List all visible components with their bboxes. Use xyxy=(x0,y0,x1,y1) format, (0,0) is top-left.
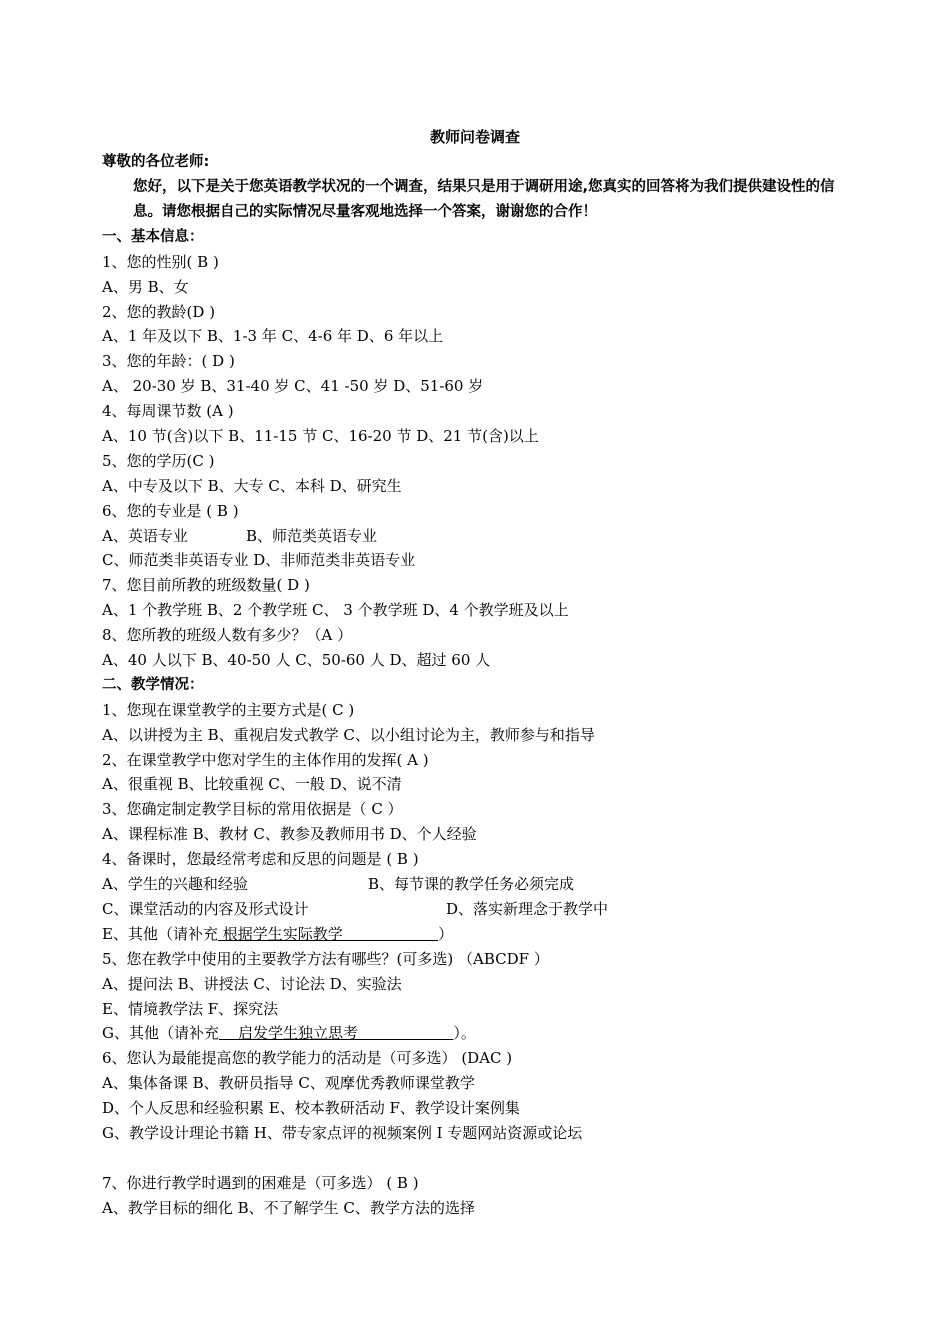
s2-question-4-option-e xyxy=(102,922,862,947)
question-1-options: A、男 B、女 xyxy=(102,277,189,296)
question-6-options-2: C、师范类非英语专业 D、非师范类非英语专业 xyxy=(102,551,416,570)
question-1: 1、您的性别( B ) xyxy=(102,252,219,271)
question-8-options: A、40 人以下 B、40-50 人 C、50-60 人 D、超过 60 人 xyxy=(102,651,491,670)
fill-in-answer: 启发学生独立思考 xyxy=(218,1024,454,1043)
question-3-options: A、 20-30 岁 B、31-40 岁 C、41 -50 岁 D、51-60 岁 xyxy=(102,377,484,396)
greeting: 尊敬的各位老师: xyxy=(102,154,210,170)
option-text: B、每节课的教学任务必须完成 xyxy=(368,875,575,894)
s2-question-4-options-ab xyxy=(102,872,862,897)
section-basic-info: 一、基本信息： xyxy=(102,228,204,245)
intro-paragraph: 您好，以下是关于您英语教学状况的一个调查，结果只是用于调研用途,您真实的回答将为我们提供建设性的信息。请您根据自己的实际情况尽量客观地选择一个答案，谢谢您的合作！ xyxy=(133,178,835,220)
option-text: ） xyxy=(438,924,454,943)
s2-question-7: 7、你进行教学时遇到的困难是（可多选） ( B ) xyxy=(102,1173,419,1192)
question-5: 5、您的学历(C ) xyxy=(102,451,215,470)
s2-question-1-options: A、以讲授为主 B、重视启发式教学 C、以小组讨论为主，教师参与和指导 xyxy=(102,725,595,744)
s2-question-2-options: A、很重视 B、比较重视 C、一般 D、说不清 xyxy=(102,775,402,794)
question-6-options xyxy=(102,524,862,549)
blank-line xyxy=(102,1146,862,1171)
document-title: 教师问卷调查 xyxy=(429,128,520,146)
option-text: B、师范类英语专业 xyxy=(246,526,378,545)
s2-question-3-options: A、课程标准 B、教材 C、教参及教师用书 D、个人经验 xyxy=(102,825,477,844)
s2-question-6: 6、您认为最能提高您的教学能力的活动是（可多选） (DAC ) xyxy=(102,1049,513,1068)
question-4: 4、每周课节数 (A ) xyxy=(102,402,234,421)
fill-in-answer: 根据学生实际教学 xyxy=(217,924,439,943)
option-text: A、英语专业 xyxy=(102,526,188,545)
s2-question-6-options-3: G、教学设计理论书籍 H、带专家点评的视频案例 I 专题网站资源或论坛 xyxy=(102,1123,583,1142)
section-teaching: 二、教学情况： xyxy=(102,676,204,693)
question-4-options: A、10 节(含)以下 B、11-15 节 C、16-20 节 D、21 节(含)以上 xyxy=(102,427,539,446)
s2-question-6-options-1: A、集体备课 B、教研员指导 C、观摩优秀教师课堂教学 xyxy=(102,1074,475,1093)
option-text: D、落实新理念于教学中 xyxy=(446,899,609,918)
question-8: 8、您所教的班级人数有多少？（A ） xyxy=(102,626,353,645)
question-6: 6、您的专业是 ( B ) xyxy=(102,501,239,520)
s2-question-7-options: A、教学目标的细化 B、不了解学生 C、教学方法的选择 xyxy=(102,1198,475,1217)
s2-question-3: 3、您确定制定教学目标的常用依据是（ C ） xyxy=(102,800,403,819)
s2-question-5-options-1: A、提问法 B、讲授法 C、讨论法 D、实验法 xyxy=(102,974,402,993)
s2-question-1: 1、您现在课堂教学的主要方式是( C ) xyxy=(102,700,355,719)
question-3: 3、您的年龄：( D ) xyxy=(102,352,235,371)
question-2-options: A、1 年及以下 B、1-3 年 C、4-6 年 D、6 年以上 xyxy=(102,327,444,346)
document-body xyxy=(102,150,862,1221)
option-text: E、其他（请补充 xyxy=(102,924,218,943)
option-text: C、课堂活动的内容及形式设计 xyxy=(102,899,309,918)
s2-question-5-option-g xyxy=(102,1021,862,1046)
option-text: ）。 xyxy=(453,1024,476,1043)
option-text: G、其他（请补充 xyxy=(102,1024,219,1043)
question-7-options: A、1 个教学班 B、2 个教学班 C、 3 个教学班 D、4 个教学班及以上 xyxy=(102,601,569,620)
s2-question-5-options-2: E、情境教学法 F、探究法 xyxy=(102,999,279,1018)
question-5-options: A、中专及以下 B、大专 C、本科 D、研究生 xyxy=(102,476,402,495)
s2-question-4: 4、备课时，您最经常考虑和反思的问题是 ( B ) xyxy=(102,850,419,869)
option-text: A、学生的兴趣和经验 xyxy=(102,875,248,894)
question-7: 7、您目前所教的班级数量( D ) xyxy=(102,576,310,595)
s2-question-5: 5、您在教学中使用的主要教学方法有哪些？(可多选) （ABCDF ） xyxy=(102,949,549,968)
s2-question-4-options-cd xyxy=(102,897,862,922)
question-2: 2、您的教龄(D ) xyxy=(102,302,216,321)
s2-question-6-options-2: D、个人反思和经验积累 E、校本教研活动 F、教学设计案例集 xyxy=(102,1099,520,1118)
s2-question-2: 2、在课堂教学中您对学生的主体作用的发挥( A ) xyxy=(102,750,429,769)
